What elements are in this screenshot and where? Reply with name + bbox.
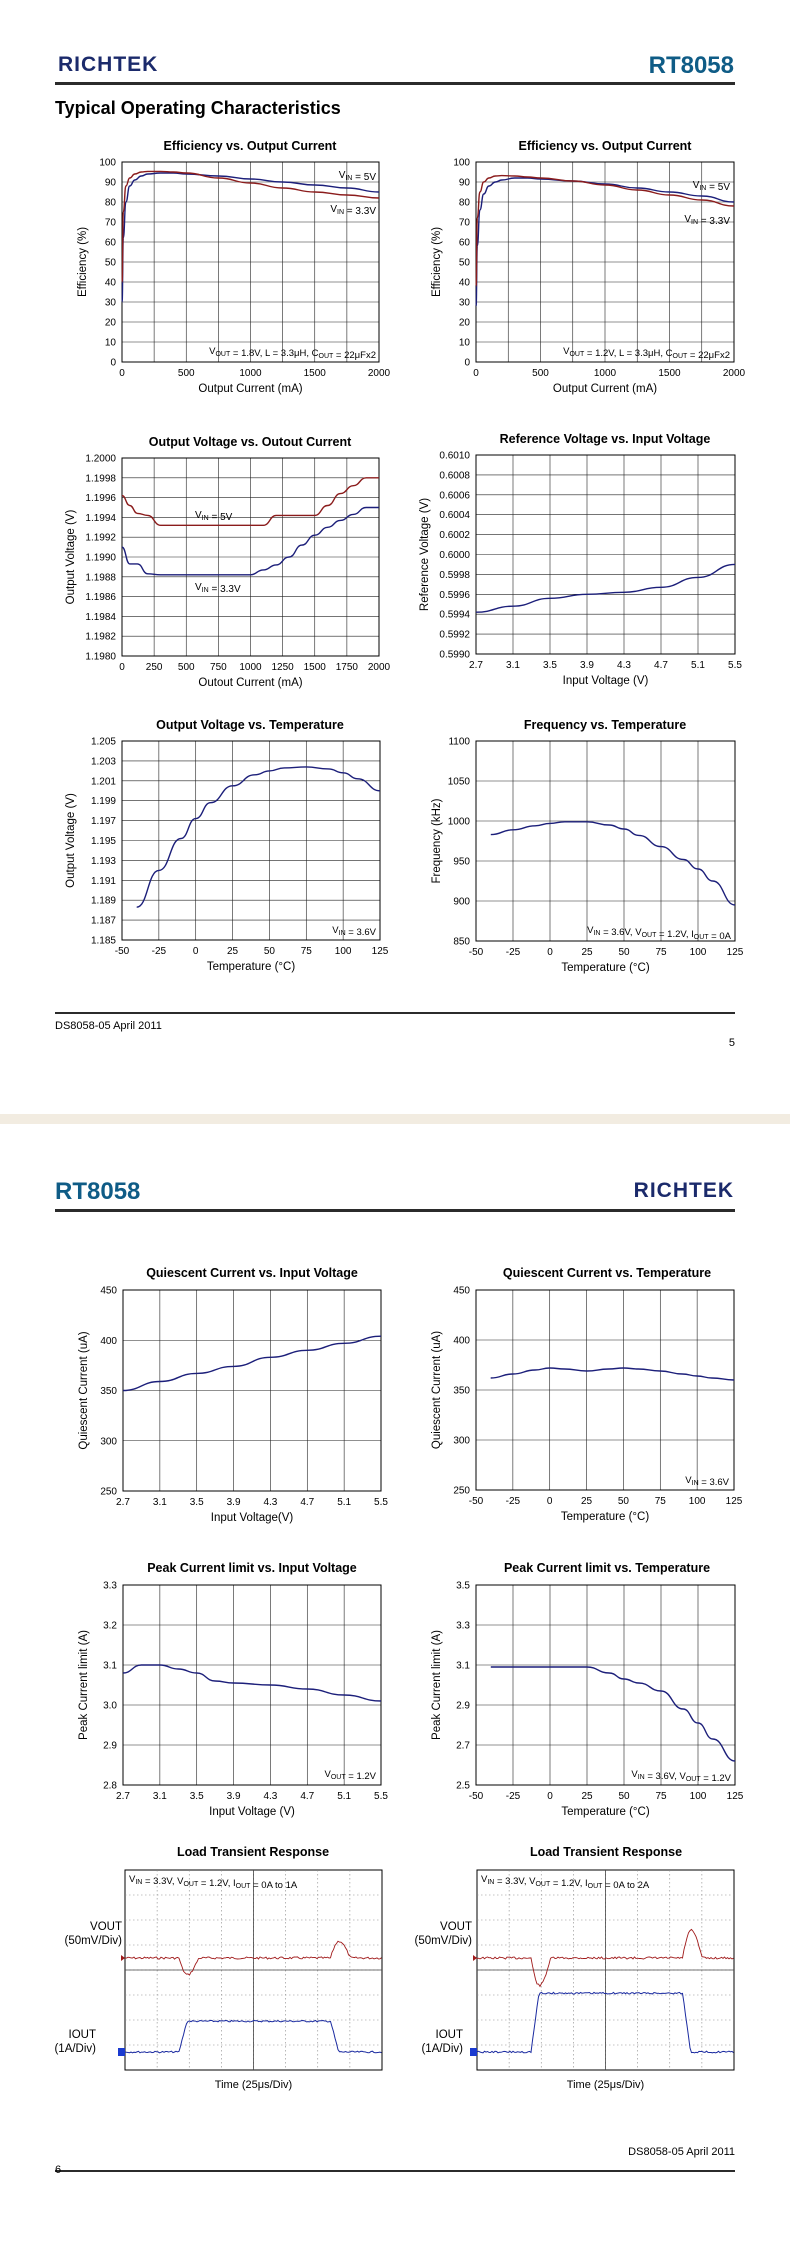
eff2-ytick: 30 — [458, 297, 470, 309]
eff2-xtick: 500 — [532, 368, 549, 379]
eff1-legend-1: $V_{IN} = 5V$ — [338, 170, 376, 183]
eff2-ytick: 0 — [464, 357, 470, 369]
iq_vin-xtick: 5.5 — [374, 1497, 388, 1508]
freq_temp-xtick: 125 — [726, 947, 744, 958]
freq_temp-xtick: -50 — [468, 947, 484, 958]
vout_temp-xtick: 25 — [227, 946, 239, 957]
vout_iout-ylabel: Output Voltage (V) — [65, 509, 77, 605]
ilim_temp-ytick: 3.3 — [456, 1620, 470, 1632]
vout_iout-xtick: 1500 — [303, 662, 326, 673]
vout_iout-title: Output Voltage vs. Outout Current — [148, 435, 352, 449]
eff2-ylabel: Efficiency (%) — [431, 226, 443, 298]
iq_vin-xtick: 5.1 — [337, 1497, 352, 1508]
eff1-xtick: 0 — [119, 368, 125, 379]
eff2-ytick: 90 — [458, 177, 470, 189]
iq_vin-ylabel: Quiescent Current (uA) — [78, 1331, 90, 1450]
vref_vin-xtick: 4.7 — [654, 660, 668, 671]
vout_iout-xtick: 1250 — [271, 662, 294, 673]
vref_vin-ytick: 0.5990 — [439, 649, 470, 661]
eff1-xlabel: Output Current (mA) — [198, 383, 303, 395]
ilim_temp-frame — [476, 1585, 735, 1785]
iq_temp-ytick: 450 — [453, 1285, 470, 1297]
freq_temp-ytick: 950 — [453, 856, 470, 868]
lt2-title: Load Transient Response — [529, 1845, 683, 1859]
freq_temp-ytick: 850 — [453, 936, 470, 948]
page-number: 6 — [55, 2164, 62, 2176]
vout_temp-ytick: 1.191 — [90, 875, 116, 887]
vref_vin-ytick: 0.6000 — [439, 550, 470, 561]
vout_temp-ytick: 1.201 — [90, 776, 116, 788]
iq_vin-xtick: 3.1 — [152, 1497, 167, 1508]
eff1-ytick: 10 — [104, 337, 116, 349]
vout_iout-ytick: 1.1986 — [85, 592, 116, 604]
eff2-ytick: 40 — [458, 277, 470, 289]
lt1-xlabel: Time (25μs/Div) — [214, 2079, 293, 2091]
ilim_vin-ytick: 3.1 — [103, 1660, 117, 1672]
ilim_vin-note: $V_{OUT} = 1.2V$ — [324, 1769, 376, 1782]
vout_temp-ytick: 1.185 — [90, 935, 116, 947]
vref_vin-xtick: 5.5 — [728, 660, 742, 671]
iq_temp-xtick: 25 — [581, 1496, 593, 1507]
eff2-xlabel: Output Current (mA) — [552, 383, 658, 395]
lt1-vout-label: VOUT (50mV/Div) — [64, 1921, 122, 1947]
vref_vin-ytick: 0.6002 — [439, 530, 470, 542]
eff2-xtick: 1000 — [593, 368, 617, 379]
ilim_vin-xtick: 4.3 — [263, 1791, 278, 1802]
lt2-xlabel: Time (25μs/Div) — [566, 2079, 645, 2091]
lt2-vout-label: VOUT (50mV/Div) — [414, 1921, 472, 1947]
eff2-legend-2: $V_{IN} = 3.3V$ — [684, 214, 730, 227]
eff1-ytick: 50 — [104, 257, 116, 269]
vout_temp-xlabel: Temperature (°C) — [206, 961, 296, 973]
freq_temp-ylabel: Frequency (kHz) — [431, 798, 443, 884]
eff2-note: $V_{OUT} = 1.2V$, L = 3.3μH, $C_{OUT} = 22\mu Fx2$ — [563, 346, 730, 361]
vout_iout-ytick: 1.1984 — [85, 611, 116, 623]
ilim_vin-xtick: 5.1 — [337, 1791, 352, 1802]
vref_vin-xtick: 2.7 — [469, 660, 483, 671]
freq_temp-xtick: 75 — [655, 947, 667, 958]
ilim_temp-xtick: 25 — [581, 1791, 593, 1802]
lt1-title: Load Transient Response — [176, 1845, 330, 1859]
eff1-ytick: 30 — [104, 297, 116, 309]
iq_vin-xtick: 4.3 — [263, 1497, 278, 1508]
vout_temp-title: Output Voltage vs. Temperature — [156, 718, 344, 732]
freq_temp-xtick: 100 — [689, 947, 707, 958]
lt2-note: $V_{IN} = 3.3V$, $V_{OUT} = 1.2V$, $I_{OUT} = 0A$ to 2A — [481, 1874, 650, 1891]
eff2-xtick: 1500 — [658, 368, 681, 379]
vref_vin-ylabel: Reference Voltage (V) — [419, 497, 431, 612]
vout_temp-xtick: 0 — [192, 946, 199, 957]
ilim_vin-ytick: 3.2 — [103, 1620, 117, 1632]
iq_vin-ytick: 400 — [100, 1335, 117, 1347]
vout_iout-ytick: 1.1980 — [85, 651, 116, 663]
ilim_vin-xlabel: Input Voltage (V) — [209, 1806, 295, 1818]
eff2-title: Efficiency vs. Output Current — [518, 139, 692, 153]
vout_iout-xtick: 500 — [177, 662, 195, 673]
iq_temp-xtick: 125 — [725, 1496, 743, 1507]
freq_temp-xlabel: Temperature (°C) — [561, 962, 650, 974]
vref_vin-ytick: 0.6008 — [439, 470, 470, 482]
vout_temp-ytick: 1.193 — [90, 855, 116, 867]
eff1-ytick: 90 — [104, 177, 116, 189]
ilim_vin-xtick: 3.1 — [152, 1791, 167, 1802]
vout_iout-ytick: 1.1990 — [85, 552, 116, 564]
vref_vin-ytick: 0.5998 — [439, 569, 470, 581]
eff2-ytick: 100 — [453, 157, 470, 169]
vref_vin-ytick: 0.5992 — [439, 629, 470, 641]
vref_vin-xtick: 3.5 — [543, 660, 557, 671]
vout_temp-ytick: 1.205 — [90, 736, 116, 748]
iq_vin-xtick: 3.5 — [189, 1497, 204, 1508]
eff1-ytick: 40 — [104, 277, 116, 289]
eff1-legend-2: $V_{IN} = 3.3V$ — [330, 204, 376, 217]
vout_iout-ytick: 1.1996 — [85, 493, 116, 505]
iq_temp-xtick: 50 — [617, 1496, 629, 1507]
vout_iout-ytick: 1.1992 — [85, 532, 116, 544]
iq_temp-xtick: 75 — [654, 1496, 666, 1507]
ilim_vin-frame — [123, 1585, 381, 1785]
vref_vin-xtick: 5.1 — [691, 660, 705, 671]
vout_iout-xtick: 0 — [119, 662, 125, 673]
vout_iout-xtick: 750 — [210, 662, 227, 673]
freq_temp-note: $V_{IN} = 3.6V$, $V_{OUT} = 1.2V$, $I_{OUT} = 0A$ — [587, 925, 731, 942]
ilim_temp-ytick: 2.5 — [456, 1780, 470, 1792]
ilim_temp-xtick: 0 — [547, 1791, 553, 1802]
freq_temp-title: Frequency vs. Temperature — [523, 718, 687, 732]
vout_temp-xtick: 125 — [371, 946, 389, 957]
vout_iout-legend-1: $V_{IN} = 5V$ — [195, 510, 233, 523]
eff1-xtick: 2000 — [367, 368, 391, 379]
richtek-logo: RICHTEK — [633, 1179, 734, 1202]
ilim_temp-ytick: 2.9 — [456, 1700, 470, 1712]
lt1-note: $V_{IN} = 3.3V$, $V_{OUT} = 1.2V$, $I_{OUT} = 0A$ to 1A — [129, 1874, 298, 1891]
vout_iout-ytick: 1.2000 — [85, 453, 116, 465]
vout_iout-xtick: 2000 — [367, 662, 391, 673]
vout_temp-ylabel: Output Voltage (V) — [65, 793, 77, 888]
vout_temp-note: $V_{IN} = 3.6V$ — [332, 925, 376, 938]
ilim_temp-xtick: 125 — [726, 1791, 744, 1802]
part-number: RT8058 — [648, 52, 734, 79]
eff1-title: Efficiency vs. Output Current — [163, 139, 337, 153]
ilim_temp-xlabel: Temperature (°C) — [561, 1806, 650, 1818]
vout_iout-ytick: 1.1998 — [85, 473, 116, 485]
iq_temp-xlabel: Temperature (°C) — [560, 1511, 650, 1523]
ilim_temp-ytick: 3.5 — [456, 1580, 470, 1592]
vref_vin-xtick: 3.1 — [506, 660, 520, 671]
vout_temp-ytick: 1.199 — [90, 796, 116, 808]
iq_temp-title: Quiescent Current vs. Temperature — [502, 1266, 712, 1280]
eff1-xtick: 1000 — [239, 368, 262, 379]
ilim_vin-ytick: 3.3 — [103, 1580, 117, 1592]
eff1-xtick: 500 — [177, 368, 195, 379]
vout_iout-xtick: 1000 — [239, 662, 262, 673]
ilim_vin-title: Peak Current limit vs. Input Voltage — [147, 1561, 357, 1575]
eff2-ytick: 50 — [458, 257, 470, 269]
iq_vin-xtick: 4.7 — [300, 1497, 315, 1508]
eff1-ytick: 80 — [104, 197, 116, 209]
eff2-ytick: 70 — [458, 217, 470, 229]
doc-id: DS8058-05 April 2011 — [628, 2146, 735, 2158]
iq_temp-note: $V_{IN} = 3.6V$ — [685, 1475, 729, 1488]
ilim_vin-xtick: 4.7 — [300, 1791, 315, 1802]
freq_temp-xtick: -25 — [505, 947, 521, 958]
eff1-ytick: 0 — [110, 357, 116, 369]
iq_vin-xtick: 3.9 — [226, 1497, 241, 1508]
vout_temp-ytick: 1.203 — [90, 756, 116, 768]
iq_temp-ytick: 300 — [453, 1435, 470, 1447]
vout_temp-ytick: 1.187 — [90, 915, 116, 927]
iq_vin-title: Quiescent Current vs. Input Voltage — [146, 1266, 358, 1280]
freq_temp-xtick: 50 — [618, 947, 630, 958]
freq_temp-xtick: 25 — [581, 947, 593, 958]
eff2-ytick: 10 — [458, 337, 470, 349]
freq_temp-frame — [476, 741, 735, 941]
freq_temp-ytick: 1000 — [447, 816, 470, 828]
ilim_temp-ylabel: Peak Current limit (A) — [431, 1630, 443, 1740]
iq_temp-ytick: 250 — [453, 1485, 470, 1497]
ilim_temp-xtick: 50 — [618, 1791, 630, 1802]
lt1-iout-label: IOUT (1A/Div) — [54, 2029, 96, 2055]
freq_temp-ytick: 1100 — [448, 736, 470, 748]
vout_iout-legend-2: $V_{IN} = 3.3V$ — [195, 582, 241, 595]
ilim_vin-xtick: 2.7 — [116, 1791, 130, 1802]
freq_temp-xtick: 0 — [547, 947, 553, 958]
richtek-logo: RICHTEK — [58, 53, 159, 76]
iq_vin-series-1-line — [123, 1336, 381, 1390]
doc-id: DS8058-05 April 2011 — [55, 1020, 162, 1032]
ilim_temp-series-1-line — [491, 1667, 735, 1761]
iq_temp-xtick: -25 — [505, 1496, 521, 1507]
vout_temp-xtick: -25 — [151, 946, 167, 957]
eff1-ytick: 20 — [104, 317, 116, 329]
iq_temp-xtick: 100 — [688, 1496, 706, 1507]
eff1-note: $V_{OUT} = 1.8V$, L = 3.3μH, $C_{OUT} = 22\mu Fx2$ — [209, 346, 376, 361]
eff2-xtick: 0 — [473, 368, 479, 379]
eff1-ytick: 70 — [104, 217, 116, 229]
vref_vin-ytick: 0.6006 — [439, 490, 470, 502]
eff1-ytick: 100 — [99, 157, 116, 169]
vref_vin-xtick: 4.3 — [617, 660, 631, 671]
ilim_vin-xtick: 3.9 — [226, 1791, 241, 1802]
vout_iout-xtick: 250 — [145, 662, 163, 673]
iq_vin-ytick: 350 — [100, 1386, 117, 1397]
ilim_temp-note: $V_{IN} = 3.6V$, $V_{OUT} = 1.2V$ — [631, 1769, 731, 1784]
iq_vin-ytick: 450 — [100, 1285, 117, 1297]
iq_temp-xtick: -50 — [468, 1496, 484, 1507]
vref_vin-xlabel: Input Voltage (V) — [562, 675, 649, 687]
eff2-xtick: 2000 — [722, 368, 746, 379]
page-number: 5 — [728, 1037, 735, 1049]
ilim_vin-xtick: 5.5 — [374, 1791, 388, 1802]
lt2-ch2-marker — [470, 2048, 477, 2056]
ilim_vin-ytick: 3.0 — [103, 1700, 117, 1712]
vref_vin-series-1-line — [476, 564, 735, 612]
vout_iout-ytick: 1.1988 — [85, 572, 116, 584]
iq_vin-ytick: 300 — [100, 1436, 117, 1448]
eff2-ytick: 60 — [458, 237, 470, 249]
ilim_temp-xtick: -25 — [505, 1791, 521, 1802]
vref_vin-ytick: 0.5994 — [439, 609, 470, 621]
ilim_temp-ytick: 3.1 — [456, 1660, 470, 1672]
vout_temp-xtick: 100 — [334, 946, 352, 957]
vref_vin-xtick: 3.9 — [580, 660, 594, 671]
eff2-ytick: 20 — [458, 317, 470, 329]
ilim_temp-xtick: 75 — [655, 1791, 667, 1802]
freq_temp-ytick: 1050 — [447, 776, 470, 788]
ilim_vin-xtick: 3.5 — [189, 1791, 204, 1802]
vout_temp-xtick: -50 — [114, 946, 130, 957]
iq_temp-series-1-line — [491, 1368, 734, 1380]
vref_vin-ytick: 0.6004 — [439, 510, 470, 522]
vref_vin-ytick: 0.6010 — [439, 450, 470, 462]
iq_temp-xtick: 0 — [546, 1496, 553, 1507]
iq_temp-ytick: 350 — [453, 1385, 470, 1397]
vout_temp-xtick: 50 — [263, 946, 275, 957]
vref_vin-title: Reference Voltage vs. Input Voltage — [499, 432, 711, 446]
freq_temp-ytick: 900 — [453, 896, 470, 908]
eff1-ylabel: Efficiency (%) — [77, 226, 89, 298]
vout_temp-ytick: 1.197 — [90, 816, 116, 828]
iq_vin-xtick: 2.7 — [116, 1497, 130, 1508]
lt1-ch2-marker — [118, 2048, 125, 2056]
eff2-ytick: 80 — [458, 197, 470, 209]
ilim_temp-title: Peak Current limit vs. Temperature — [503, 1561, 711, 1575]
section-title: Typical Operating Characteristics — [55, 98, 341, 118]
lt1-ch1-marker — [121, 1955, 125, 1961]
freq_temp-series-1-line — [491, 822, 735, 905]
vout_iout-ytick: 1.1982 — [85, 631, 116, 643]
vout_iout-xtick: 1750 — [335, 662, 358, 673]
vout_temp-ytick: 1.195 — [90, 836, 116, 847]
iq_vin-ytick: 250 — [100, 1486, 117, 1498]
ilim_temp-xtick: -50 — [468, 1791, 484, 1802]
ilim_vin-ytick: 2.8 — [103, 1780, 117, 1792]
ilim_vin-ytick: 2.9 — [103, 1740, 117, 1752]
ilim_vin-series-1-line — [123, 1665, 381, 1701]
eff2-legend-1: $V_{IN} = 5V$ — [692, 180, 730, 193]
vref_vin-ytick: 0.5996 — [439, 589, 470, 601]
lt2-iout-label: IOUT (1A/Div) — [421, 2029, 463, 2055]
vout_iout-xlabel: Outout Current (mA) — [198, 677, 303, 689]
ilim_vin-ylabel: Peak Current limit (A) — [78, 1630, 90, 1740]
part-number: RT8058 — [55, 1178, 141, 1205]
ilim_temp-ytick: 2.7 — [456, 1740, 470, 1752]
iq_temp-ylabel: Quiescent Current (uA) — [431, 1330, 443, 1450]
vout_temp-ytick: 1.189 — [90, 895, 116, 907]
iq_temp-ytick: 400 — [453, 1335, 470, 1347]
lt2-ch1-marker — [473, 1955, 477, 1961]
eff1-ytick: 60 — [104, 237, 116, 249]
vout_temp-xtick: 75 — [300, 946, 312, 957]
iq_vin-xlabel: Input Voltage(V) — [210, 1512, 294, 1524]
vout_iout-ytick: 1.1994 — [85, 512, 116, 524]
eff1-xtick: 1500 — [303, 368, 326, 379]
vout_temp-series-1-line — [137, 767, 380, 907]
ilim_temp-xtick: 100 — [689, 1791, 707, 1802]
